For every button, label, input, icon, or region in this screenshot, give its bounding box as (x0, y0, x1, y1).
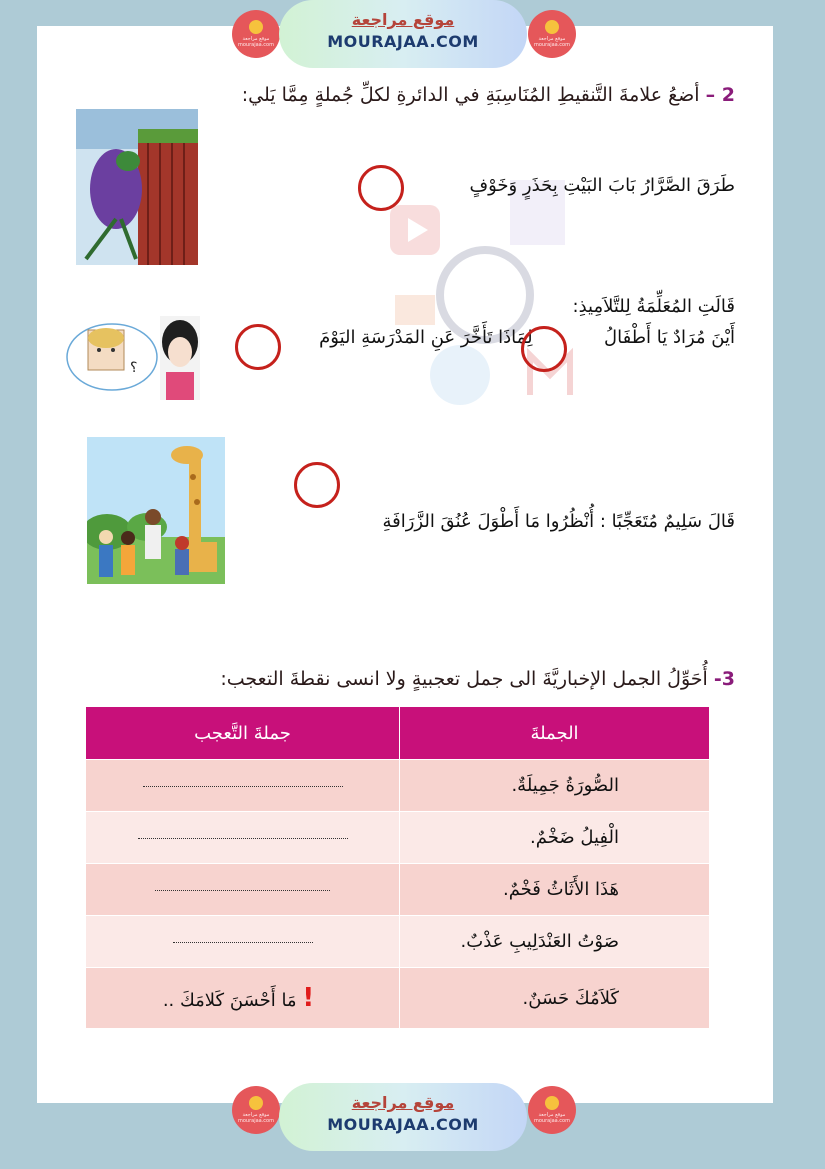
punctuation-circle-4[interactable] (294, 462, 340, 508)
exercise-2-number: 2 – (705, 84, 735, 106)
answer-cell-3[interactable] (86, 864, 400, 916)
exercise-3-heading (220, 668, 735, 690)
giraffe-children-illustration (87, 437, 225, 584)
punctuation-circle-1[interactable] (358, 165, 404, 211)
sentence-cell-5: كَلاَمُكَ حَسَنٌ. (400, 968, 710, 1029)
punctuation-circle-2[interactable] (235, 324, 281, 370)
table-row (86, 864, 710, 916)
sentence-cell-2: الْفِيلُ ضَخْمٌ. (400, 812, 710, 864)
exercise-2-sentence-2-intro: قَالَتِ المُعَلِّمَةُ لِلتَّلاَمِيذِ: (572, 296, 735, 317)
exclamation-mark: ! (302, 983, 315, 1013)
site-name-ar[interactable]: موقع مراجعة (351, 10, 455, 29)
answer-dotted-line (143, 785, 343, 787)
table-row (86, 812, 710, 864)
table-row (86, 916, 710, 968)
logo-icon (545, 1096, 559, 1110)
table-row (86, 760, 710, 812)
answer-dotted-line (173, 941, 313, 943)
answer-cell-2[interactable] (86, 812, 400, 864)
logo-badge-right-bottom (528, 1086, 576, 1134)
sentence-cell-3: هَذَا الأَثَاثُ فَخْمٌ. (400, 864, 710, 916)
badge-url: mourajaa.com (237, 42, 274, 48)
site-banner-bottom[interactable] (279, 1083, 527, 1151)
table-header-row (86, 707, 710, 760)
logo-icon (545, 20, 559, 34)
sentence-cell-4: صَوْتُ العَنْدَلِيبِ عَذْبٌ. (400, 916, 710, 968)
exclamation-table (85, 706, 710, 1029)
badge-text: موقع مراجعة (538, 36, 566, 42)
column-header-exclamation: جملةَ التَّعجب (86, 707, 400, 760)
exercise-3-number: 3- (713, 668, 735, 690)
answer-cell-4[interactable] (86, 916, 400, 968)
column-header-sentence: الجملةَ (400, 707, 710, 760)
site-name-en[interactable]: MOURAJAA.COM (327, 1115, 479, 1134)
sentence-2-part-2: لِمَاذَا تَأَخَّرَ عَنِ المَدْرَسَةِ اليَوْمَ (319, 327, 533, 348)
site-name-en[interactable]: MOURAJAA.COM (327, 32, 479, 51)
badge-url: mourajaa.com (237, 1118, 274, 1124)
answer-cell-5[interactable] (86, 968, 400, 1029)
answer-dotted-line (138, 837, 348, 839)
logo-badge-right (528, 10, 576, 58)
table-row (86, 968, 710, 1029)
badge-text: موقع مراجعة (242, 36, 270, 42)
logo-badge-left-bottom (232, 1086, 280, 1134)
punctuation-circle-3[interactable] (521, 326, 567, 372)
site-name-ar[interactable]: موقع مراجعة (351, 1093, 455, 1112)
badge-url: mourajaa.com (533, 42, 570, 48)
badge-text: موقع مراجعة (538, 1112, 566, 1118)
exercise-2-sentence-3: قَالَ سَلِيمٌ مُتَعَجِّبًا : أُنْظُرُوا مَا أَطْوَلَ عُنُقَ الزَّرَافَةِ (382, 511, 735, 532)
badge-url: mourajaa.com (533, 1118, 570, 1124)
site-banner-top[interactable] (279, 0, 527, 68)
answer-example: مَا أَحْسَنَ كَلامَكَ .. (162, 990, 297, 1011)
badge-text: موقع مراجعة (242, 1112, 270, 1118)
exercise-2-heading (242, 84, 735, 106)
watermark-graphic (390, 160, 590, 410)
sentence-2-part-1: أَيْنَ مُرَادٌ يَا أَطْفَالُ (604, 327, 735, 348)
logo-icon (249, 1096, 263, 1110)
exercise-2-sentence-1: طَرَقَ الصَّرَّارُ بَابَ البَيْتِ بِحَذَرٍ وَخَوْفٍ (469, 175, 735, 196)
cricket-door-illustration (76, 109, 198, 265)
teacher-students-illustration (62, 312, 204, 402)
sentence-cell-1: الصُّورَةُ جَمِيلَةٌ. (400, 760, 710, 812)
answer-cell-1[interactable] (86, 760, 400, 812)
answer-dotted-line (155, 889, 330, 891)
logo-badge-left (232, 10, 280, 58)
logo-icon (249, 20, 263, 34)
exercise-3-instruction: أُحَوِّلُ الجمل الإخباريَّةَ الى جمل تعجبيةٍ ولا انسى نقطةَ التعجب: (220, 668, 708, 690)
speech-question-mark: ؟ (130, 360, 138, 376)
exercise-2-instruction: أضعُ علامةَ التَّنقيطِ المُنَاسِبَةِ في الدائرةِ لكلِّ جُملةٍ مِمَّا يَلي: (241, 84, 700, 106)
